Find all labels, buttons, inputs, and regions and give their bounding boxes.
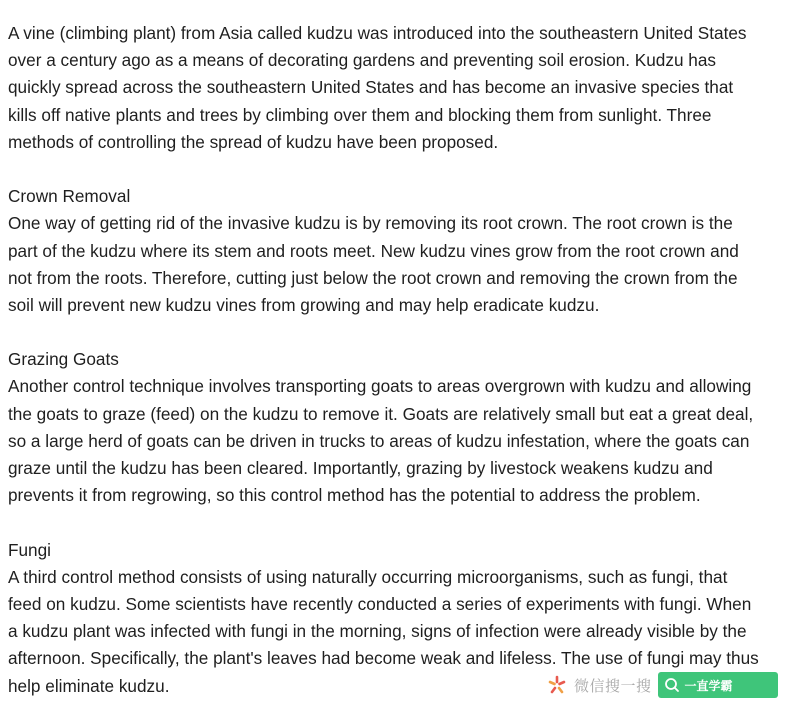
paragraph-line: afternoon. Specifically, the plant's leaves had become weak and lifeless. The use of fungi may thus — [8, 648, 759, 669]
paragraph-line: One way of getting rid of the invasive kudzu is by removing its root crown. The root crown is the — [8, 213, 733, 234]
paragraph-line: help eliminate kudzu. — [8, 675, 170, 696]
section-paragraph — [8, 373, 800, 509]
intro-line: over a century ago as a means of decorating gardens and preventing soil erosion. Kudzu has — [8, 50, 716, 71]
paragraph-line: part of the kudzu where its stem and roots meet. New kudzu vines grow from the root crown and — [8, 240, 739, 261]
watermark-label-area — [544, 672, 658, 698]
section-heading: Grazing Goats — [8, 349, 119, 370]
section-grazing-goats — [8, 346, 800, 509]
section-heading: Crown Removal — [8, 186, 131, 207]
watermark-search-button[interactable] — [658, 672, 778, 698]
paragraph-line: so a large herd of goats can be driven in trucks to areas of kudzu infestation, where the goats can — [8, 430, 750, 451]
watermark-search-text: 一直学霸 — [684, 678, 733, 693]
paragraph-line: soil will prevent new kudzu vines from growing and may help eradicate kudzu. — [8, 294, 600, 315]
paragraph-line: prevents it from regrowing, so this control method has the potential to address the problem. — [8, 485, 701, 506]
wechat-search-logo-icon — [546, 674, 568, 696]
paragraph-line: feed on kudzu. Some scientists have recently conducted a series of experiments with fungi. When — [8, 593, 752, 614]
search-icon — [664, 677, 680, 693]
intro-paragraph — [8, 20, 800, 156]
watermark-label: 微信搜一搜 — [574, 676, 652, 695]
intro-line: methods of controlling the spread of kudzu have been proposed. — [8, 131, 499, 152]
section-heading: Fungi — [8, 539, 51, 560]
paragraph-line: the goats to graze (feed) on the kudzu to remove it. Goats are relatively small but eat a great deal, — [8, 403, 754, 424]
paragraph-line: A third control method consists of using naturally occurring microorganisms, such as fungi, that — [8, 566, 728, 587]
wechat-watermark[interactable] — [544, 672, 778, 698]
intro-line: kills off native plants and trees by climbing over them and blocking them from sunlight. Three — [8, 104, 712, 125]
article — [8, 20, 800, 700]
section-crown-removal — [8, 183, 800, 319]
paragraph-line: a kudzu plant was infected with fungi in the morning, signs of infection were already visible by the — [8, 621, 747, 642]
section-paragraph — [8, 210, 800, 319]
intro-line: A vine (climbing plant) from Asia called kudzu was introduced into the southeastern United States — [8, 23, 747, 43]
intro-line: quickly spread across the southeastern United States and has become an invasive species that — [8, 77, 734, 98]
paragraph-line: graze until the kudzu has been cleared. Importantly, grazing by livestock weakens kudzu and — [8, 458, 713, 478]
paragraph-line: Another control technique involves transporting goats to areas overgrown with kudzu and allowing — [8, 376, 752, 397]
paragraph-line: not from the roots. Therefore, cutting just below the root crown and removing the crown from the — [8, 267, 738, 288]
